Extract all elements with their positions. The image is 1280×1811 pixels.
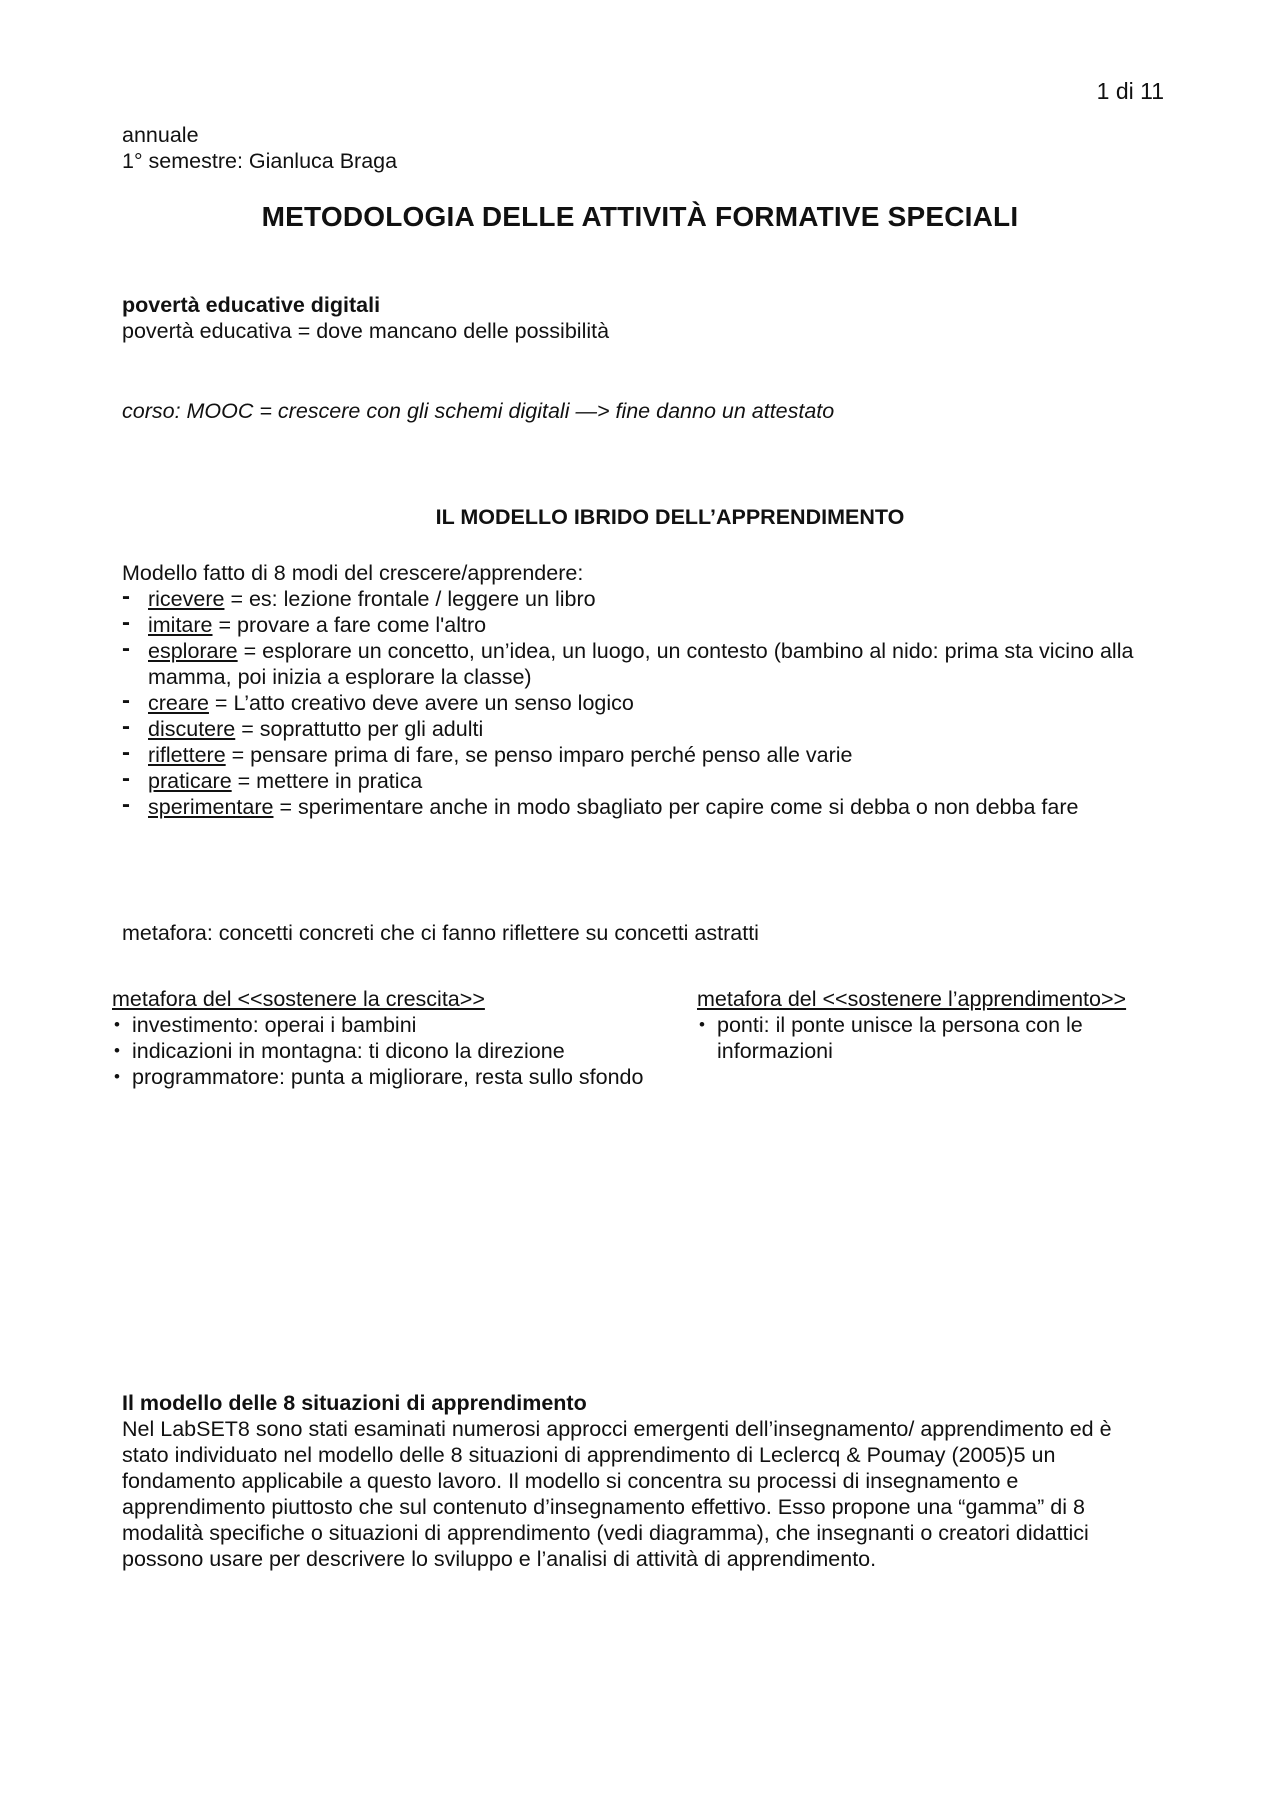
list-item bbox=[122, 716, 1162, 742]
list-item bbox=[122, 638, 1162, 690]
mode-term: discutere bbox=[148, 717, 236, 741]
list-item bbox=[122, 794, 1162, 820]
metaphor-growth-column bbox=[112, 986, 652, 1090]
poverta-text: povertà educativa = dove mancano delle possibilità bbox=[122, 319, 610, 343]
list-item: • ponti: il ponte unisce la persona con le informazioni bbox=[697, 1012, 1177, 1064]
page-number: 1 di 11 bbox=[1096, 78, 1164, 104]
eight-situations-section bbox=[122, 1390, 1162, 1572]
list-item bbox=[122, 586, 1162, 612]
mode-desc: = L’atto creativo deve avere un senso logico bbox=[208, 691, 634, 715]
mode-term: imitare bbox=[148, 613, 213, 637]
mode-desc: = esplorare un concetto, un’idea, un luogo, un contesto (bambino al nido: prima sta vicino alla mamma, poi inizia a esplorare la classe) bbox=[148, 639, 1134, 689]
list-item: • investimento: operai i bambini bbox=[112, 1012, 652, 1038]
mode-term: ricevere bbox=[148, 587, 225, 611]
metaphor-growth-list bbox=[112, 1012, 652, 1090]
list-item bbox=[122, 690, 1162, 716]
mode-desc: = mettere in pratica bbox=[231, 769, 423, 793]
mode-term: sperimentare bbox=[148, 795, 274, 819]
hybrid-model-title: IL MODELLO IBRIDO DELL’APPRENDIMENTO bbox=[435, 505, 905, 529]
metafora-intro: metafora: concetti concreti che ci fanno riflettere su concetti astratti bbox=[122, 921, 759, 945]
mode-desc: = es: lezione frontale / leggere un libro bbox=[224, 587, 596, 611]
eight-situations-heading: Il modello delle 8 situazioni di apprendimento bbox=[122, 1391, 587, 1415]
poverta-heading: povertà educative digitali bbox=[122, 293, 381, 317]
metaphor-learning-title: metafora del <<sostenere l’apprendimento>> bbox=[697, 987, 1127, 1011]
mooc-note: corso: MOOC = crescere con gli schemi digitali —> fine danno un attestato bbox=[122, 399, 835, 423]
meta-duration: annuale bbox=[122, 123, 199, 147]
mode-desc: = pensare prima di fare, se penso imparo perché penso alle varie bbox=[225, 743, 853, 767]
document-title: METODOLOGIA DELLE ATTIVITÀ FORMATIVE SPECIALI bbox=[261, 201, 1019, 232]
mode-term: riflettere bbox=[148, 743, 226, 767]
mode-desc: = soprattutto per gli adulti bbox=[235, 717, 484, 741]
list-item: • programmatore: punta a migliorare, resta sullo sfondo bbox=[112, 1064, 652, 1090]
list-item bbox=[122, 612, 1162, 638]
mode-desc: = sperimentare anche in modo sbagliato per capire come si debba o non debba fare bbox=[273, 795, 1079, 819]
course-meta bbox=[122, 122, 397, 174]
list-item bbox=[122, 768, 1162, 794]
meta-semester: 1° semestre: Gianluca Braga bbox=[122, 149, 398, 173]
metaphor-learning-column bbox=[697, 986, 1177, 1064]
hybrid-model-intro: Modello fatto di 8 modi del crescere/apprendere: bbox=[122, 561, 584, 585]
metaphor-learning-list bbox=[697, 1012, 1177, 1064]
mode-desc: = provare a fare come l'altro bbox=[212, 613, 487, 637]
list-item bbox=[122, 742, 1162, 768]
eight-situations-text: Nel LabSET8 sono stati esaminati numerosi approcci emergenti dell’insegnamento/ apprendimento ed è stato individuato nel modello delle 8 situazioni di apprendimento di Leclercq & Poumay (2005)5 un fondamento applicabile a questo lavoro. Il modello si concentra su processi di insegnamento e apprendimento piuttosto che sul contenuto d’insegnamento effettivo. Esso propone una “gamma” di 8 modalità specifiche o situazioni di apprendimento (vedi diagramma), che insegnanti o creatori didattici possono usare per descrivere lo sviluppo e l’analisi di attività di apprendimento. bbox=[122, 1417, 1112, 1571]
modes-list bbox=[122, 586, 1162, 820]
mode-term: creare bbox=[148, 691, 209, 715]
section-poverta bbox=[122, 292, 609, 344]
mode-term: esplorare bbox=[148, 639, 238, 663]
list-item: • indicazioni in montagna: ti dicono la direzione bbox=[112, 1038, 652, 1064]
hybrid-model-section bbox=[122, 560, 1162, 820]
metaphor-growth-title: metafora del <<sostenere la crescita>> bbox=[112, 987, 485, 1011]
mode-term: praticare bbox=[148, 769, 232, 793]
